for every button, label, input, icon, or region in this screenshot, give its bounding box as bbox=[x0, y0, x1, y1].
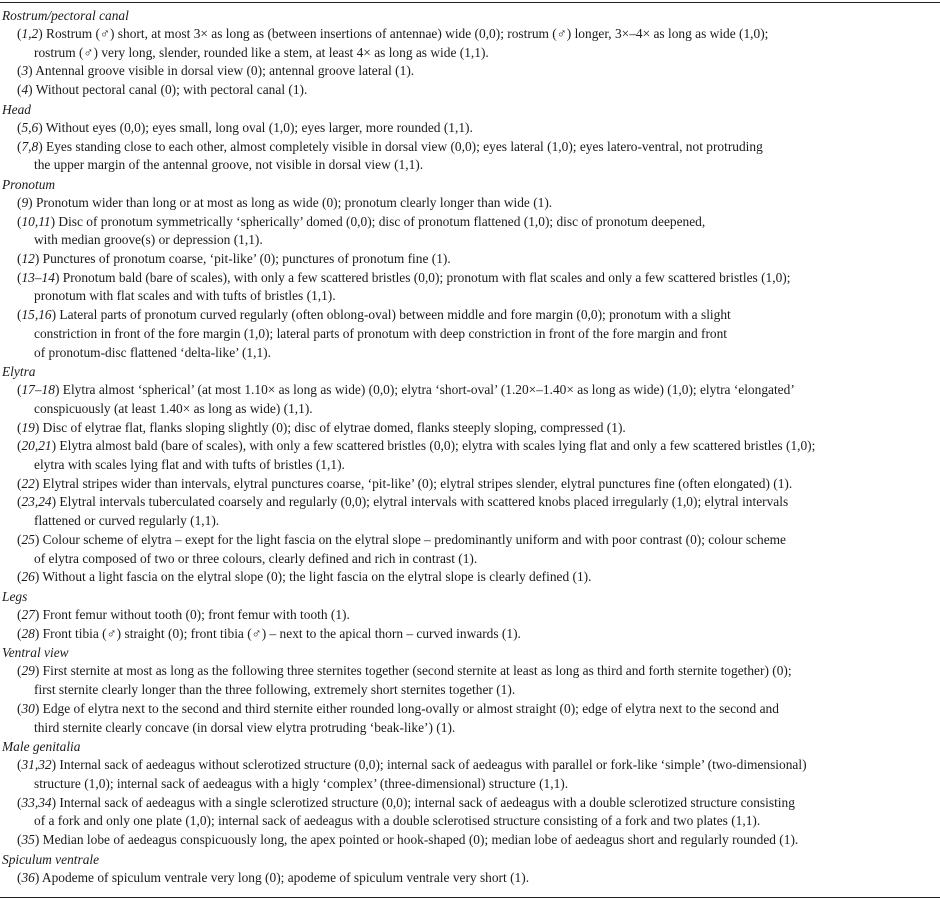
open-paren: ( bbox=[17, 700, 22, 716]
open-paren: ( bbox=[17, 663, 22, 679]
entry-first-line bbox=[0, 662, 940, 681]
character-text: ) Punctures of pronotum coarse, ‘pit-like’ (0); punctures of pronotum fine (1). bbox=[34, 251, 451, 267]
character-number: 31,32 bbox=[21, 757, 52, 773]
section-heading: Spiculum ventrale bbox=[2, 851, 100, 867]
character-text: ) Elytra almost bald (bare of scales), with only a few scattered bristles (0,0); elytra with scales lying flat and only a few scattered bristles (1,0); bbox=[51, 438, 816, 454]
section-heading: Head bbox=[2, 101, 32, 117]
entry-first-line bbox=[0, 250, 940, 269]
character-text: ) Internal sack of aedeagus without sclerotized structure (0,0); internal sack of aedeagus with parallel or fork-like ‘simple’ (two-dimensional) bbox=[51, 757, 807, 773]
entry-first-line bbox=[0, 213, 940, 232]
character-text: ) Eyes standing close to each other, almost completely visible in dorsal view (0,0); eyes lateral (1,0); eyes latero-ventral, not protruding bbox=[38, 138, 763, 154]
character-number: 27 bbox=[21, 606, 35, 622]
character-number: 25 bbox=[21, 531, 35, 547]
open-paren: ( bbox=[17, 194, 22, 210]
character-entry bbox=[0, 381, 940, 418]
character-text: ) Pronotum wider than long or at most as long as wide (0); pronotum clearly longer than wide (1). bbox=[28, 194, 553, 210]
open-paren: ( bbox=[17, 213, 22, 229]
character-text: ) Disc of pronotum symmetrically ‘spherically’ domed (0,0); disc of pronotum flattened (1,0); disc of pronotum deepened, bbox=[50, 213, 706, 229]
character-number: 28 bbox=[21, 625, 35, 641]
character-text: third sternite clearly concave (in dorsal view elytra protruding ‘beak-like’) (1). bbox=[34, 719, 456, 735]
character-entry bbox=[0, 794, 940, 831]
character-text: elytra with scales lying flat and with tufts of bristles (1,1). bbox=[34, 457, 345, 473]
entry-continuation-line bbox=[0, 231, 940, 250]
open-paren: ( bbox=[17, 494, 22, 510]
character-entry bbox=[0, 756, 940, 793]
character-text: ) Front tibia (♂) straight (0); front tibia (♂) – next to the apical thorn – curved inwards (1). bbox=[34, 625, 521, 641]
character-text: constriction in front of the fore margin (1,0); lateral parts of pronotum with deep constriction in front of the fore margin and front bbox=[34, 325, 728, 341]
character-number: 35 bbox=[21, 832, 35, 848]
section-heading: Legs bbox=[2, 588, 28, 604]
entry-continuation-line bbox=[0, 400, 940, 419]
open-paren: ( bbox=[17, 757, 22, 773]
entry-first-line bbox=[0, 81, 940, 100]
entry-continuation-line bbox=[0, 512, 940, 531]
entry-continuation-line bbox=[0, 719, 940, 738]
open-paren: ( bbox=[17, 832, 22, 848]
entry-first-line bbox=[0, 437, 940, 456]
open-paren: ( bbox=[17, 26, 22, 41]
entry-first-line bbox=[0, 869, 940, 888]
character-number: 17–18 bbox=[21, 382, 55, 398]
character-entry bbox=[0, 531, 940, 568]
character-text: ) Antennal groove visible in dorsal view (0); antennal groove lateral (1). bbox=[28, 63, 415, 79]
entry-first-line bbox=[0, 194, 940, 213]
character-number: 9 bbox=[21, 194, 29, 210]
entry-continuation-line bbox=[0, 344, 940, 363]
entry-first-line bbox=[0, 138, 940, 157]
entry-continuation-line bbox=[0, 44, 940, 63]
open-paren: ( bbox=[17, 569, 22, 585]
character-number: 1,2 bbox=[21, 26, 39, 41]
character-text: ) Front femur without tooth (0); front femur with tooth (1). bbox=[34, 606, 350, 622]
character-entry bbox=[0, 62, 940, 81]
character-number: 36 bbox=[21, 869, 35, 885]
entry-first-line bbox=[0, 25, 940, 44]
character-text: ) Without a light fascia on the elytral slope (0); the light fascia on the elytral slope is clearly defined (1). bbox=[34, 569, 592, 585]
top-rule bbox=[0, 2, 940, 3]
entry-continuation-line bbox=[0, 550, 940, 569]
entry-first-line bbox=[0, 625, 940, 644]
character-text: ) Rostrum (♂) short, at most 3× as long as (between insertions of antennae) wide (0,0); rostrum (♂) longer, 3×–4× as long as wide (1,0); bbox=[38, 26, 769, 41]
open-paren: ( bbox=[17, 625, 22, 641]
open-paren: ( bbox=[17, 531, 22, 547]
character-entry bbox=[0, 437, 940, 474]
character-entry bbox=[0, 831, 940, 850]
open-paren: ( bbox=[17, 869, 22, 885]
character-text: ) Edge of elytra next to the second and third sternite either rounded long-ovally or almost straight (0); edge of elytra next to the second and bbox=[34, 700, 779, 716]
character-number: 13–14 bbox=[21, 269, 55, 285]
character-text: ) Internal sack of aedeagus with a single sclerotized structure (0,0); internal sack of aedeagus with a double sclerotized structure consisting bbox=[51, 794, 795, 810]
open-paren: ( bbox=[17, 794, 22, 810]
character-entry bbox=[0, 306, 940, 362]
entry-first-line bbox=[0, 700, 940, 719]
character-text: ) Lateral parts of pronotum curved regularly (often oblong-oval) between middle and fore margin (0,0); pronotum with a slight bbox=[51, 307, 731, 323]
character-entry bbox=[0, 194, 940, 213]
character-entry bbox=[0, 81, 940, 100]
character-text: ) Apodeme of spiculum ventrale very long (0); apodeme of spiculum ventrale very short (1). bbox=[34, 869, 530, 885]
section-heading: Ventral view bbox=[2, 645, 69, 661]
entry-continuation-line bbox=[0, 775, 940, 794]
section-heading: Elytra bbox=[2, 364, 36, 380]
character-text: ) Without pectoral canal (0); with pectoral canal (1). bbox=[28, 82, 308, 98]
open-paren: ( bbox=[17, 251, 22, 267]
character-text: rostrum (♂) very long, slender, rounded like a stem, at least 4× as long as wide (1,1). bbox=[34, 44, 489, 60]
character-text: ) Median lobe of aedeagus conspicuously long, the apex pointed or hook-shaped (0); median lobe of aedeagus short and regularly rounded (1). bbox=[34, 832, 799, 848]
character-text: ) Disc of elytrae flat, flanks sloping slightly (0); disc of elytrae domed, flanks steeply sloping, compressed (1). bbox=[34, 419, 626, 435]
entry-first-line bbox=[0, 306, 940, 325]
character-number: 5,6 bbox=[21, 119, 39, 135]
character-number: 33,34 bbox=[21, 794, 52, 810]
character-text: ) Pronotum bald (bare of scales), with only a few scattered bristles (0,0); pronotum with flat scales and only a few scattered bristles (1,0); bbox=[54, 269, 791, 285]
character-text: conspicuously (at least 1.40× as long as wide) (1,1). bbox=[34, 400, 313, 416]
entry-first-line bbox=[0, 568, 940, 587]
character-text: of pronotum-disc flattened ‘delta-like’ (1,1). bbox=[34, 344, 271, 360]
character-number: 29 bbox=[21, 663, 35, 679]
entry-continuation-line bbox=[0, 325, 940, 344]
entry-continuation-line bbox=[0, 156, 940, 175]
open-paren: ( bbox=[17, 82, 22, 98]
character-entry bbox=[0, 662, 940, 699]
character-text: structure (1,0); internal sack of aedeagus with a higly ‘complex’ (three-dimensional) structure (1,1). bbox=[34, 775, 569, 791]
character-entry bbox=[0, 138, 940, 175]
character-number: 22 bbox=[21, 475, 35, 491]
character-number: 10,11 bbox=[21, 213, 51, 229]
character-entry bbox=[0, 269, 940, 306]
character-number: 4 bbox=[21, 82, 29, 98]
entry-first-line bbox=[0, 831, 940, 850]
open-paren: ( bbox=[17, 438, 22, 454]
character-number: 3 bbox=[21, 63, 29, 79]
character-entry bbox=[0, 213, 940, 250]
entry-continuation-line bbox=[0, 812, 940, 831]
character-text: ) Colour scheme of elytra – exept for the light fascia on the elytral slope – predominantly uniform and with poor contrast (0); colour scheme bbox=[34, 531, 787, 547]
entry-continuation-line bbox=[0, 681, 940, 700]
character-entry bbox=[0, 568, 940, 587]
table-body bbox=[0, 6, 940, 887]
open-paren: ( bbox=[17, 419, 22, 435]
entry-first-line bbox=[0, 794, 940, 813]
entry-first-line bbox=[0, 381, 940, 400]
character-entry bbox=[0, 475, 940, 494]
section-heading: Male genitalia bbox=[2, 739, 81, 755]
character-text: ) First sternite at most as long as the following three sternites together (second sternite at least as long as third and forth sternite together) (0); bbox=[34, 663, 792, 679]
open-paren: ( bbox=[17, 138, 22, 154]
character-text: of a fork and only one plate (1,0); internal sack of aedeagus with a double sclerotised structure consisting of a fork and two plates (1,1). bbox=[34, 813, 761, 829]
open-paren: ( bbox=[17, 382, 22, 398]
character-number: 12 bbox=[21, 251, 35, 267]
entry-continuation-line bbox=[0, 456, 940, 475]
character-text: ) Elytral stripes wider than intervals, elytral punctures coarse, ‘pit-like’ (0); elytral stripes slender, elytral punctures fine (often elongated) (1). bbox=[34, 475, 793, 491]
character-number: 23,24 bbox=[21, 494, 52, 510]
character-entry bbox=[0, 25, 940, 62]
entry-first-line bbox=[0, 62, 940, 81]
section-heading: Pronotum bbox=[2, 176, 56, 192]
character-entry bbox=[0, 625, 940, 644]
open-paren: ( bbox=[17, 307, 22, 323]
character-number: 19 bbox=[21, 419, 35, 435]
character-number: 7,8 bbox=[21, 138, 39, 154]
open-paren: ( bbox=[17, 63, 22, 79]
character-text: the upper margin of the antennal groove, not visible in dorsal view (1,1). bbox=[34, 157, 424, 173]
open-paren: ( bbox=[17, 119, 22, 135]
entry-continuation-line bbox=[0, 287, 940, 306]
character-entry bbox=[0, 119, 940, 138]
character-number: 26 bbox=[21, 569, 35, 585]
entry-first-line bbox=[0, 531, 940, 550]
character-number: 20,21 bbox=[21, 438, 52, 454]
character-entry bbox=[0, 869, 940, 888]
character-entry bbox=[0, 250, 940, 269]
open-paren: ( bbox=[17, 606, 22, 622]
bottom-rule bbox=[0, 897, 940, 898]
entry-first-line bbox=[0, 475, 940, 494]
character-entry bbox=[0, 419, 940, 438]
character-text: with median groove(s) or depression (1,1). bbox=[34, 232, 263, 248]
entry-first-line bbox=[0, 493, 940, 512]
character-text: ) Elytral intervals tuberculated coarsely and regularly (0,0); elytral intervals with scattered knobs placed irregularly (1,0); elytral intervals bbox=[51, 494, 789, 510]
character-text: flattened or curved regularly (1,1). bbox=[34, 513, 220, 529]
section-heading: Rostrum/pectoral canal bbox=[2, 8, 129, 23]
character-number: 15,16 bbox=[21, 307, 52, 323]
entry-first-line bbox=[0, 606, 940, 625]
character-entry bbox=[0, 700, 940, 737]
character-text: pronotum with flat scales and with tufts of bristles (1,1). bbox=[34, 288, 336, 304]
open-paren: ( bbox=[17, 475, 22, 491]
entry-first-line bbox=[0, 756, 940, 775]
character-entry bbox=[0, 493, 940, 530]
entry-first-line bbox=[0, 419, 940, 438]
character-number: 30 bbox=[21, 700, 35, 716]
character-text: ) Without eyes (0,0); eyes small, long oval (1,0); eyes larger, more rounded (1,1). bbox=[38, 119, 473, 135]
character-text: ) Elytra almost ‘spherical’ (at most 1.10× as long as wide) (0,0); elytra ‘short-oval’ (1.20×–1.40× as long as wide) (1,0); elytra ‘elongated’ bbox=[54, 382, 795, 398]
open-paren: ( bbox=[17, 269, 22, 285]
character-text: of elytra composed of two or three colours, clearly defined and rich in contrast (1). bbox=[34, 550, 478, 566]
entry-first-line bbox=[0, 119, 940, 138]
character-entry bbox=[0, 606, 940, 625]
entry-first-line bbox=[0, 269, 940, 288]
character-text: first sternite clearly longer than the three following, extremely short sternites together (1). bbox=[34, 682, 516, 698]
